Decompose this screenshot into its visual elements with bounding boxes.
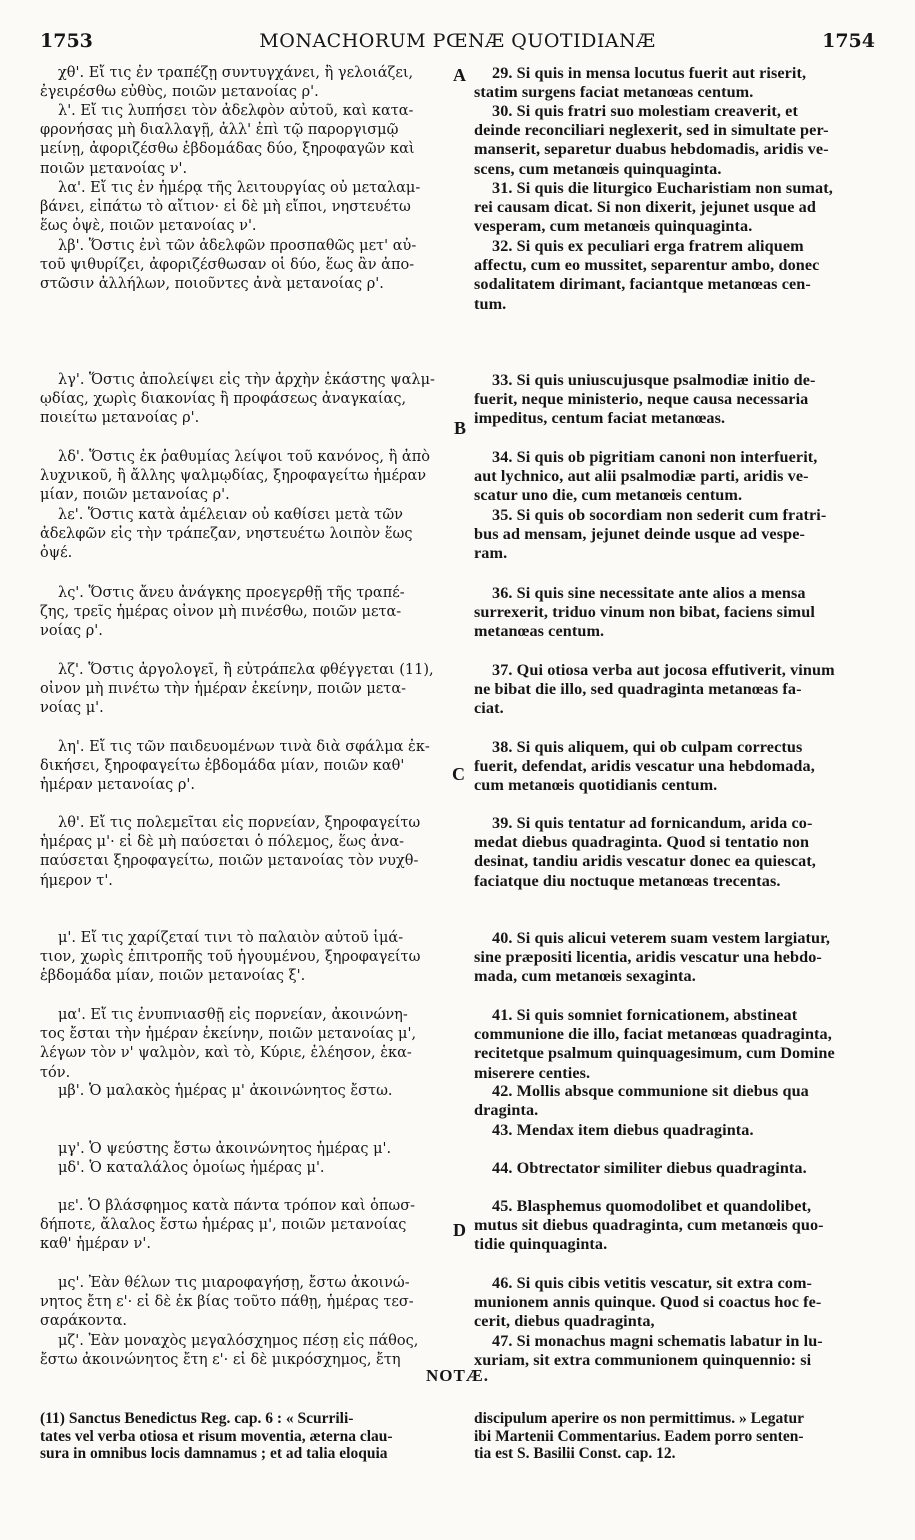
latin-paragraph (474, 371, 878, 429)
text-line: 39. Si quis tentatur ad fornicandum, arida co- (492, 814, 813, 832)
text-line: ποιείτω μετανοίας ρ'. (40, 410, 200, 427)
greek-paragraph (40, 1082, 455, 1101)
text-line: μβ'. Ὁ μαλακὸς ἡμέρας μ' ἀκοινώνητος ἔστω. (58, 1083, 393, 1099)
text-line: cum metanœis quotidianis centum. (474, 776, 718, 795)
latin-paragraph (474, 506, 878, 564)
text-line: surrexerit, triduo vinum non bibat, faciens simul (474, 603, 815, 622)
text-line: miserere centies. (474, 1063, 591, 1082)
greek-paragraph (40, 179, 455, 237)
text-line: φρονήσας μὴ διαλλαγῇ, ἀλλ' ἐπὶ τῷ παροργισμῷ (40, 122, 399, 139)
text-line: ῳδίας, χωρὶς διακονίας ἢ προφάσεως ἀναγκαίας, (40, 391, 407, 408)
greek-paragraph (40, 448, 455, 506)
text-line: ἑβδομάδα μίαν, ποιῶν μετανοίας ξ'. (40, 968, 306, 985)
margin-letter-c: C (452, 764, 465, 784)
text-line: βάνει, εἰπάτω τὸ αἴτιον· εἰ δὲ μὴ εἴποι, νηστευέτω (40, 199, 411, 216)
text-line: ἕως ὀψὲ, ποιῶν μετανοίας ν'. (40, 218, 257, 235)
latin-paragraph (474, 64, 878, 102)
greek-paragraph (40, 1006, 455, 1083)
text-line: ήμερον τ'. (40, 872, 113, 889)
greek-paragraph (40, 584, 455, 642)
text-line: δικήσει, ξηροφαγείτω ἑβδομάδα μίαν, ποιῶν καθ' (40, 758, 405, 775)
greek-paragraph (40, 814, 455, 891)
page-header (40, 30, 875, 56)
margin-letter-a: A (453, 65, 466, 85)
margin-letter-d: D (453, 1220, 466, 1240)
latin-paragraph (474, 179, 878, 237)
text-line: 42. Mollis absque communione sit diebus qua (492, 1082, 809, 1100)
text-line: scatur uno die, cum metanœis centum. (474, 486, 743, 505)
latin-paragraph (474, 448, 878, 506)
latin-paragraph (474, 661, 878, 719)
text-line: 30. Si quis fratri suo molestiam creaverit, et (492, 102, 798, 120)
latin-paragraph (474, 1121, 878, 1140)
latin-paragraph (474, 102, 878, 179)
text-line: ἡμέρας μ'· εἰ δὲ μὴ παύσεται ὁ πόλεμος, ἕως ἀνα- (40, 834, 405, 851)
footnote-line: discipulum aperire os non permittimus. » Legatur (474, 1410, 804, 1427)
latin-paragraph (474, 1332, 878, 1370)
text-line: ram. (474, 544, 508, 563)
text-line: 47. Si monachus magni schematis labatur in lu- (492, 1332, 823, 1350)
text-line: 34. Si quis ob pigritiam canoni non interfuerit, (492, 448, 818, 466)
text-line: λα'. Εἴ τις ἐν ἡμέρᾳ τῆς λειτουργίας οὐ μεταλαμ- (58, 180, 421, 196)
footnote-right (474, 1410, 878, 1463)
text-line: tum. (474, 294, 507, 313)
greek-paragraph (40, 929, 455, 987)
text-line: ἡμέραν μετανοίας ρ'. (40, 777, 195, 794)
text-line: xuriam, sit extra communionem quinquennio: si (474, 1351, 812, 1370)
text-line: medat diebus quadraginta. Quod si tentatio non (474, 833, 810, 852)
text-line: sodalitatem dirimant, faciantque metanœas cen- (474, 275, 811, 294)
text-line: impeditus, centum faciat metanœas. (474, 409, 726, 428)
margin-letter-b: B (454, 418, 467, 438)
text-line: cerit, diebus quadraginta, (474, 1312, 655, 1331)
text-line: μίαν, ποιῶν μετανοίας ρ'. (40, 487, 230, 504)
text-line: 45. Blasphemus quomodolibet et quandolibet, (492, 1197, 812, 1215)
text-line: mutus sit diebus quadraginta, cum metanœis quo- (474, 1216, 824, 1235)
text-line: 31. Si quis die liturgico Eucharistiam non sumat, (492, 179, 833, 197)
text-line: 32. Si quis ex peculiari erga fratrem aliquem (492, 237, 804, 255)
text-line: λη'. Εἴ τις τῶν παιδευομένων τινὰ διὰ σφάλμα ἐκ- (58, 739, 430, 755)
text-line: 37. Qui otiosa verba aut jocosa effutiverit, vinum (492, 661, 835, 679)
footnote-line: ibi Martenii Commentarius. Eadem porro senten- (474, 1427, 804, 1445)
text-line: ἐγειρέσθω εὐθὺς, ποιῶν μετανοίας ρ'. (40, 84, 319, 101)
text-line: στῶσιν ἀλλήλων, ποιοῦντες ἀνὰ μετανοίας ρ'. (40, 276, 384, 293)
text-line: δήποτε, ἄλαλος ἔστω ἡμέρας μ', ποιῶν μετανοίας (40, 1217, 407, 1234)
text-line: μς'. Ἐὰν θέλων τις μιαροφαγήσῃ, ἔστω ἀκοινώ- (58, 1275, 410, 1291)
text-line: λς'. Ὅστις ἄνευ ἀνάγκης προεγερθῇ τῆς τραπέ- (58, 585, 405, 601)
greek-paragraph (40, 661, 455, 719)
greek-paragraph (40, 371, 455, 429)
greek-paragraph (40, 506, 455, 564)
text-line: λ'. Εἴ τις λυπήσει τὸν ἀδελφὸν αὐτοῦ, καὶ κατα- (58, 103, 414, 119)
text-line: τοῦ ψιθυρίζει, ἀφοριζέσθωσαν οἱ δύο, ἕως ἂν ἀπο- (40, 257, 415, 274)
text-line: μδ'. Ὁ καταλάλος ὁμοίως ἡμέρας μ'. (58, 1160, 325, 1176)
page-number-right: 1754 (822, 30, 875, 52)
text-line: recitetque psalmum quinquagesimum, cum Domine (474, 1044, 835, 1063)
greek-paragraph (40, 1197, 455, 1255)
text-line: μα'. Εἴ τις ἐνυπνιασθῇ εἰς πορνείαν, ἀκοινώνη- (58, 1007, 408, 1023)
text-line: bus ad mensam, jejunet deinde usque ad vespe- (474, 525, 805, 544)
text-line: χθ'. Εἴ τις ἐν τραπέζῃ συντυγχάνει, ἢ γελοιάζει, (58, 65, 414, 81)
text-line: munionem annis quinque. Quod si coactus hoc fe- (474, 1293, 822, 1312)
text-line: ποιῶν μετανοίας ν'. (40, 160, 188, 177)
text-line: draginta. (474, 1101, 539, 1120)
latin-paragraph (474, 1197, 878, 1255)
text-line: ζης, τρεῖς ἡμέρας οἶνον μὴ πινέσθω, ποιῶν μετα- (40, 604, 402, 621)
text-line: statim surgens faciat metanœas centum. (474, 83, 754, 102)
text-line: fuerit, defendat, aridis vescatur una hebdomada, (474, 757, 815, 776)
text-line: λγ'. Ὅστις ἀπολείψει εἰς τὴν ἀρχὴν ἑκάστης ψαλμ- (58, 372, 435, 388)
text-line: deinde reconciliari neglexerit, sed in simultate per- (474, 121, 829, 140)
greek-paragraph (40, 738, 455, 796)
text-line: λε'. Ὅστις κατὰ ἀμέλειαν οὐ καθίσει μετὰ τῶν (58, 507, 403, 523)
latin-paragraph (474, 1274, 878, 1332)
greek-paragraph (40, 1332, 455, 1370)
text-line: tidie quinquaginta. (474, 1235, 608, 1254)
text-line: μζ'. Ἐὰν μοναχὸς μεγαλόσχημος πέσῃ εἰς πάθος, (58, 1333, 419, 1349)
latin-paragraph (474, 237, 878, 314)
text-line: 33. Si quis uniuscujusque psalmodiæ initio de- (492, 371, 816, 389)
footnote-line: (11) Sanctus Benedictus Reg. cap. 6 : « Scurrili- (40, 1410, 354, 1427)
text-line: μείνῃ, ἀφοριζέσθω ἑβδομάδας δύο, ξηροφαγῶν καὶ (40, 141, 415, 158)
text-line: faciatque diu noctuque metanœas trecentas. (474, 871, 781, 890)
footnote-line: tates vel verba otiosa et risum moventia, æterna clau- (40, 1427, 393, 1445)
footnote-left (40, 1410, 455, 1463)
greek-paragraph (40, 1159, 455, 1178)
text-line: ἀδελφῶν εἰς τὴν τράπεζαν, νηστευέτω λοιπὸν ἕως (40, 526, 413, 543)
text-line: communione die illo, faciat metanœas quadraginta, (474, 1025, 832, 1044)
text-line: νοίας μ'. (40, 700, 104, 717)
text-line: νητος ἔτη ε'· εἰ δὲ ἐκ βίας τοῦτο πάθῃ, ἡμέρας τεσ- (40, 1294, 414, 1311)
text-line: λέγων τὸν ν' ψαλμὸν, καὶ τὸ, Κύριε, ἐλέησον, ἑκα- (40, 1045, 412, 1062)
text-line: vesperam, cum metanœis quinquaginta. (474, 217, 753, 236)
text-line: desinat, tandiu aridis vescatur donec ea quiescat, (474, 852, 816, 871)
text-line: 29. Si quis in mensa locutus fuerit aut riserit, (492, 64, 807, 82)
text-line: λβ'. Ὅστις ἐνὶ τῶν ἀδελφῶν προσπαθῶς μετ' αὐ- (58, 238, 417, 254)
text-line: 46. Si quis cibis vetitis vescatur, sit extra com- (492, 1274, 813, 1292)
text-line: 40. Si quis alicui veterem suam vestem largiatur, (492, 929, 831, 947)
text-line: λζ'. Ὅστις ἀργολογεῖ, ἢ εὐτράπελα φθέγγεται (11), (58, 662, 434, 678)
text-line: οἶνον μὴ πινέτω τὴν ἡμέραν ἐκείνην, ποιῶν μετα- (40, 681, 407, 698)
text-line: mada, cum metanœis sexaginta. (474, 967, 696, 986)
text-line: aut lychnico, aut alii psalmodiæ parti, aridis ve- (474, 467, 809, 486)
greek-paragraph (40, 64, 455, 102)
text-line: ne bibat die illo, sed quadraginta metanœas fa- (474, 680, 802, 699)
text-line: λυχνικοῦ, ἢ ἄλλης ψαλμῳδίας, ξηροφαγείτω ἡμέραν (40, 468, 427, 485)
greek-paragraph (40, 237, 455, 295)
text-line: μ'. Εἴ τις χαρίζεταί τινι τὸ παλαιὸν αὐτοῦ ἱμά- (58, 930, 404, 946)
footnote-line: tia est S. Basilii Const. cap. 12. (474, 1445, 676, 1462)
text-line: τόν. (40, 1064, 71, 1081)
latin-paragraph (474, 738, 878, 796)
greek-paragraph (40, 1140, 455, 1159)
text-line: παύσεται ξηροφαγείτω, ποιῶν μετανοίας τὸν νυχθ- (40, 853, 419, 870)
text-line: affectu, cum eo mussitet, separentur ambo, donec (474, 256, 820, 275)
text-line: metanœas centum. (474, 622, 605, 641)
text-line: 44. Obtrectator similiter diebus quadraginta. (492, 1159, 807, 1177)
text-line: manserit, separetur duabus hebdomadis, aridis ve- (474, 140, 829, 159)
latin-paragraph (474, 584, 878, 642)
latin-paragraph (474, 814, 878, 891)
text-line: με'. Ὁ βλάσφημος κατὰ πάντα τρόπον καὶ ὁπωσ- (58, 1198, 416, 1214)
text-line: 43. Mendax item diebus quadraginta. (492, 1121, 754, 1139)
text-line: τος ἔσται τὴν ἡμέραν ἐκείνην, ποιῶν μετανοίας μ', (40, 1026, 417, 1043)
text-line: νοίας ρ'. (40, 623, 103, 640)
text-line: rei causam dicat. Si non dixerit, jejunet usque ad (474, 198, 816, 217)
text-line: μγ'. Ὁ ψεύστης ἔστω ἀκοινώνητος ἡμέρας μ'. (58, 1141, 392, 1157)
text-line: 35. Si quis ob socordiam non sederit cum fratri- (492, 506, 827, 524)
text-line: fuerit, neque ministerio, neque causa necessaria (474, 390, 809, 409)
latin-paragraph (474, 1006, 878, 1083)
text-line: καθ' ἡμέραν ν'. (40, 1236, 151, 1253)
latin-paragraph (474, 929, 878, 987)
page-number-left: 1753 (40, 30, 93, 52)
greek-paragraph (40, 1274, 455, 1332)
greek-paragraph (40, 102, 455, 179)
text-line: τιον, χωρὶς ἐπιτροπῆς τοῦ ἡγουμένου, ξηροφαγείτω (40, 949, 421, 966)
notes-title: NOTÆ. (425, 1366, 490, 1385)
footnote-line: sura in omnibus locis damnamus ; et ad talia eloquia (40, 1445, 388, 1462)
text-line: ὀψέ. (40, 545, 73, 562)
text-line: σαράκοντα. (40, 1313, 128, 1330)
text-line: 36. Si quis sine necessitate ante alios a mensa (492, 584, 806, 602)
text-line: ciat. (474, 699, 504, 718)
text-line: sine præpositi licentia, aridis vescatur una hebdo- (474, 948, 822, 967)
text-line: λθ'. Εἴ τις πολεμεῖται εἰς πορνείαν, ξηροφαγείτω (58, 815, 421, 831)
latin-paragraph (474, 1159, 878, 1178)
text-line: 38. Si quis aliquem, qui ob culpam correctus (492, 738, 803, 756)
running-title: MONACHORUM PŒNÆ QUOTIDIANÆ (259, 30, 656, 52)
latin-paragraph (474, 1082, 878, 1120)
text-line: λδ'. Ὅστις ἐκ ῥαθυμίας λείψοι τοῦ κανόνος, ἢ ἀπὸ (58, 449, 430, 465)
text-line: ἔστω ἀκοινώνητος ἔτη ε'· εἰ δὲ μικρόσχημος, ἔτη (40, 1352, 401, 1369)
text-line: scens, cum metanœis quinquaginta. (474, 159, 722, 178)
text-line: 41. Si quis somniet fornicationem, abstineat (492, 1006, 798, 1024)
